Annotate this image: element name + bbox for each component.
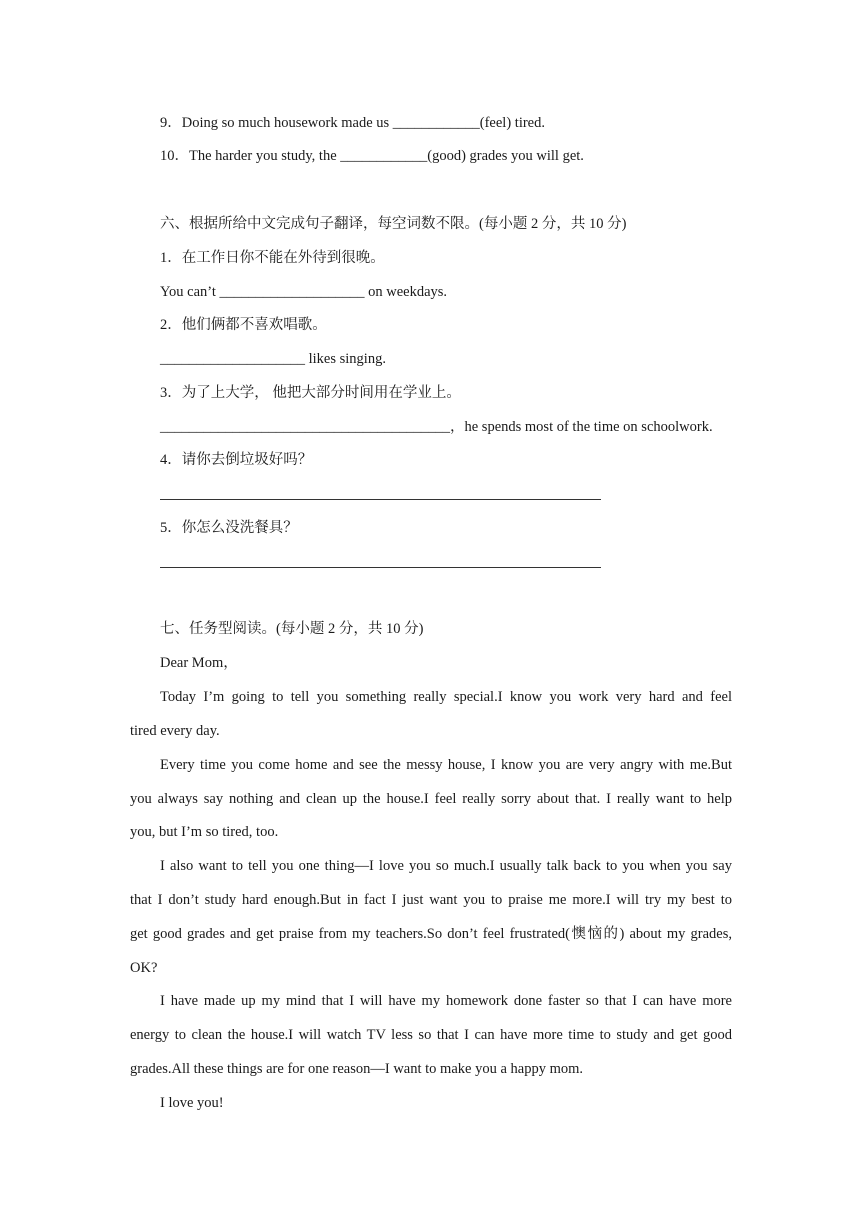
translation-5-chinese: 5．你怎么没洗餐具？ [160,520,298,536]
translation-2-chinese: 2．他们俩都不喜欢唱歌。 [160,317,327,333]
letter-paragraph-3-line: get good grades and get praise from my teachers.So don’t feel frustrated(懊恼的) about my grades, [130,926,732,942]
letter-paragraph-4-line: energy to clean the house.I will watch TV less so that I can have more time to study and get good [130,1027,732,1043]
letter-paragraph-4-line: I have made up my mind that I will have my homework done faster so that I can have more [160,993,732,1009]
letter-closing: I love you! [160,1095,224,1111]
translation-1-chinese: 1．在工作日你不能在外待到很晚。 [160,250,385,266]
item-10: 10．The harder you study, the ____________(good) grades you will get. [160,148,584,164]
letter-paragraph-3-line: that I don’t study hard enough.But in fact I just want you to praise me more.I will try my best to [130,892,732,908]
translation-3-answer: ________________________________________，he spends most of the time on schoolwork. [160,419,713,435]
letter-paragraph-4-line: grades.All these things are for one reason—I want to make you a happy mom. [130,1061,583,1077]
item-9: 9．Doing so much housework made us ____________(feel) tired. [160,115,545,131]
letter-paragraph-1-line: Today I’m going to tell you something really special.I know you work very hard and feel [160,689,732,705]
letter-paragraph-3-line: I also want to tell you one thing—I love you so much.I usually talk back to you when you say [160,858,732,874]
translation-3-chinese: 3．为了上大学， 他把大部分时间用在学业上。 [160,385,461,401]
letter-paragraph-1-line: tired every day. [130,723,220,739]
translation-1-answer: You can’t ____________________ on weekdays. [160,284,448,300]
letter-paragraph-2-line: you, but I’m so tired, too. [130,824,279,840]
letter-greeting: Dear Mom， [160,655,238,671]
translation-2-answer: ____________________ likes singing. [160,351,386,367]
letter-paragraph-2-line: you always say nothing and clean up the house.I feel really sorry about that. I really want to help [130,791,732,807]
translation-4-answer-line [160,499,601,500]
worksheet-page [130,0,732,1216]
section-6-heading: 六、根据所给中文完成句子翻译，每空词数不限。(每小题 2 分，共 10 分) [160,216,627,232]
section-7-heading: 七、任务型阅读。(每小题 2 分，共 10 分) [160,621,424,637]
letter-paragraph-2-line: Every time you come home and see the messy house, I know you are very angry with me.But [160,757,732,773]
translation-4-chinese: 4．请你去倒垃圾好吗？ [160,452,313,468]
translation-5-answer-line [160,567,601,568]
letter-paragraph-3-line: OK? [130,960,158,976]
